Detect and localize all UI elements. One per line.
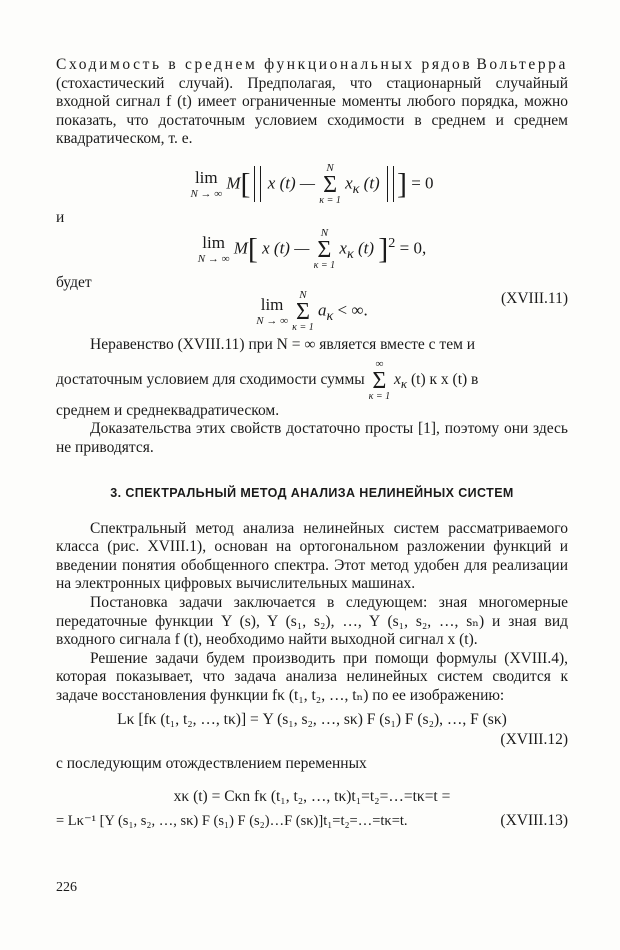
f3-term-sub: κ <box>326 307 334 324</box>
formula-3: lim N → ∞ N Σ κ = 1 $a_\kappa$ < ∞. (XVIII.11) <box>256 289 568 334</box>
eq-number-12: (XVIII.12) <box>500 731 568 749</box>
f2-sum-top: N <box>320 226 329 239</box>
page-number: 226 <box>56 880 77 895</box>
p2-term-sub: κ <box>400 375 408 391</box>
f3-lim-sub: N → ∞ <box>256 315 288 328</box>
paragraph-2-sum-line: достаточным условием для сходимости суммы ∞ Σ κ = 1 $x_\kappa$ (t) к x (t) в <box>56 357 479 402</box>
f3-sum-bot: κ = 1 <box>292 322 314 334</box>
section-heading: 3. СПЕКТРАЛЬНЫЙ МЕТОД АНАЛИЗА НЕЛИНЕЙНЫХ СИСТЕМ <box>110 485 514 500</box>
f2-pow: 2 <box>388 234 396 251</box>
paragraph-7: с последующим отождествлением переменных <box>56 755 367 773</box>
and-word: и <box>56 208 65 226</box>
p2-sum-top: ∞ <box>375 357 384 370</box>
paragraph-5: Постановка задачи заключается в следующем: зная многомерные передаточные функции Y (s), Y (s₁, s₂), …, Y (s₁, s₂, …, sₙ) и зная вид входного сигнала f (t), необходимо найти выходной сигнал x (t). <box>56 593 568 649</box>
f1-lim: lim <box>194 167 218 187</box>
f2-term: x <box>339 237 347 257</box>
equation-13a: xκ (t) = Cκn fκ (t₁, t₂, …, tκ)t₁=t₂=…=tκ=t = <box>173 788 451 806</box>
f2-eq: = 0, <box>399 237 427 257</box>
p2-b: достаточным условием для сходимости суммы <box>56 370 365 388</box>
eq-number-13: (XVIII.13) <box>500 812 568 830</box>
p2-sum-bot: κ = 1 <box>368 390 391 402</box>
f2-term-arg: (t) <box>358 237 375 257</box>
page-body <box>56 56 568 834</box>
paragraph-3: Доказательства этих свойств достаточно просты [1], поэтому они здесь не приводятся. <box>56 420 568 456</box>
f1-term-sub: κ <box>352 180 360 197</box>
f2-term-sub: κ <box>346 245 354 262</box>
f2-lim: lim <box>202 232 225 252</box>
p2-a: Неравенство (XVIII.11) при N = ∞ является вместе с тем и <box>90 336 476 354</box>
f3-lim: lim <box>260 295 284 315</box>
f1-sum-top: N <box>326 161 334 174</box>
equation-13b: = Lκ⁻¹ [Y (s₁, s₂, …, sκ) F (s₁) F (s₂)…F (sκ)]t₁=t₂=…=tκ=t. <box>56 813 408 830</box>
eq-number-11: (XVIII.11) <box>501 290 568 308</box>
f1-term-arg: (t) <box>363 173 380 193</box>
paragraph-1 <box>56 56 568 149</box>
f3-rel: < ∞. <box>337 300 368 320</box>
paragraph-6: Решение задачи будем производить при помощи формулы (XVIII.4), которая показывает, что задача анализа нелинейных систем сводится к задаче восстановления функции fκ (t₁, t₂, …, tₙ) по ее изображению: <box>56 649 568 704</box>
equation-12: Lκ [fκ (t₁, t₂, …, tκ)] = Y (s₁, s₂, …, sκ) F (s₁) F (s₂), …, F (sκ) <box>117 711 507 729</box>
budet-word: будет <box>56 273 92 291</box>
f2-lim-sub: N → ∞ <box>197 252 230 265</box>
f1-sum-bot: κ = 1 <box>319 194 341 206</box>
f3-term: a <box>317 300 327 320</box>
f1-lim-sub: N → ∞ <box>190 187 223 200</box>
f1-term: x <box>345 173 353 193</box>
p2-c: (t) к x (t) в <box>411 370 479 388</box>
paragraph-4: Спектральный метод анализа нелинейных систем рассматриваемого класса (рис. XVIII.1), основан на ортогональном разложении функций и введении понятия обобщенного спектра. Этот метод удобен для реализации на электронных цифровых вычислительных машинах. <box>56 519 568 593</box>
p1-rest: (стохастический случай). Предполагая, что стационарный случайный входной сигнал f (t) имеет ограниченные моменты любого порядка, можно показать, что достаточным условием сходимости в среднем и среднем квадратическом, т. е. <box>56 74 568 148</box>
f2-x: x (t) — <box>262 237 310 257</box>
f2-M: M <box>233 237 248 257</box>
paragraph-2 <box>56 336 568 355</box>
p2-term: x <box>394 370 401 388</box>
p2-d: среднем и среднеквадратическом. <box>56 401 280 419</box>
volterra-spaced: Вольтерра <box>476 56 568 73</box>
f2-sum-bot: κ = 1 <box>313 259 336 271</box>
f1-x: x (t) — <box>267 173 316 193</box>
p1-line1: Сходимость в среднем функциональных рядов <box>56 56 473 73</box>
formula-2: lim N → ∞ M[ x (t) — N Σ κ = 1 $x_\kappa$ (t) ]$^2$ = 0, <box>197 226 427 271</box>
f1-M: M <box>226 173 241 193</box>
f3-sum-top: N <box>299 289 307 302</box>
f1-eq: = 0 <box>411 173 434 193</box>
equation-13b-row <box>56 812 568 834</box>
formula-1: lim N → ∞ M[ x (t) — N Σ κ = 1 $x_\kappa$ (t) ] = 0 <box>190 161 434 206</box>
